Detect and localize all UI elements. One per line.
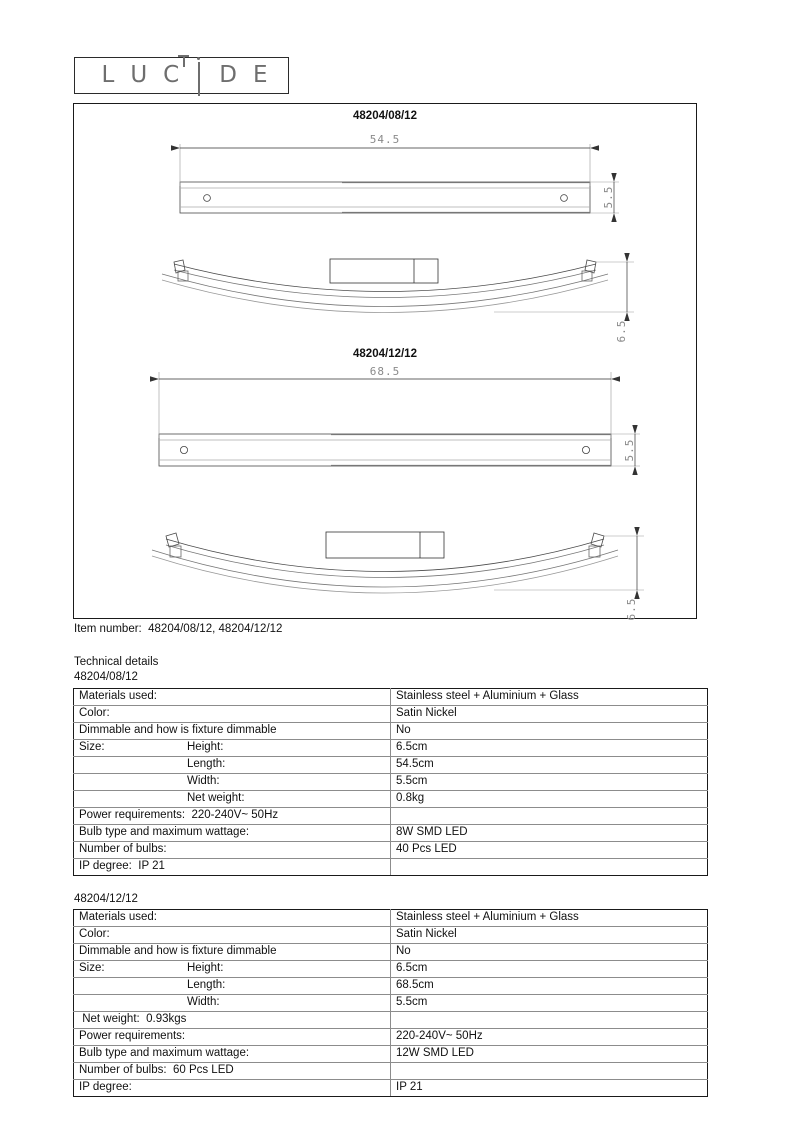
spec-key-text bbox=[79, 758, 390, 771]
spec-key-cell: Color: bbox=[74, 927, 391, 944]
side-view-12 bbox=[152, 532, 618, 593]
dim-length-12 bbox=[159, 372, 611, 438]
model-label-08: 48204/08/12 bbox=[74, 671, 138, 683]
table-row bbox=[74, 757, 708, 774]
spec-table-08 bbox=[73, 688, 708, 876]
spec-key-text: Size: Height: bbox=[79, 741, 224, 753]
spec-key-cell: Number of bulbs: bbox=[74, 842, 391, 859]
spec-key-cell: Materials used: bbox=[74, 689, 391, 706]
logo-letter-l: L bbox=[101, 62, 115, 88]
top-view-12 bbox=[159, 434, 611, 466]
spec-key-text bbox=[79, 996, 390, 1009]
lucide-logo bbox=[74, 57, 289, 94]
spec-value-cell: Satin Nickel bbox=[391, 927, 708, 944]
table-row bbox=[74, 910, 708, 927]
table-row bbox=[74, 774, 708, 791]
logo-letter-c: C bbox=[163, 62, 180, 88]
table-row bbox=[74, 1029, 708, 1046]
model-label-12: 48204/12/12 bbox=[74, 893, 138, 905]
technical-details-heading: Technical details bbox=[74, 656, 159, 668]
spec-key-text bbox=[79, 775, 390, 788]
spec-key-text: Size: Height: bbox=[79, 962, 224, 974]
dim-text-height-12: 6.5 bbox=[625, 597, 638, 620]
spec-value-cell: IP 21 bbox=[391, 1080, 708, 1097]
table-row bbox=[74, 1063, 708, 1080]
spec-key-cell bbox=[74, 757, 391, 774]
spec-value-cell: 54.5cm bbox=[391, 757, 708, 774]
spec-key-cell: Bulb type and maximum wattage: bbox=[74, 1046, 391, 1063]
spec-key-cell: Bulb type and maximum wattage: bbox=[74, 825, 391, 842]
logo-letter-e: E bbox=[252, 62, 268, 88]
spec-key-cell bbox=[74, 978, 391, 995]
item-number-caption: Item number: 48204/08/12, 48204/12/12 bbox=[74, 623, 283, 635]
dim-text-width-12: 5.5 bbox=[623, 438, 636, 462]
spec-value-cell: 0.8kg bbox=[391, 791, 708, 808]
spec-key-cell: Net weight: 0.93kgs bbox=[74, 1012, 391, 1029]
spec-key-cell: Dimmable and how is fixture dimmable bbox=[74, 723, 391, 740]
spec-value-cell bbox=[391, 1012, 708, 1029]
spec-value-cell bbox=[391, 1063, 708, 1080]
spec-value-cell: No bbox=[391, 944, 708, 961]
spec-value-cell: Stainless steel + Aluminium + Glass bbox=[391, 689, 708, 706]
table-row bbox=[74, 995, 708, 1012]
spec-key-cell: Color: bbox=[74, 706, 391, 723]
spec-value-cell: 220-240V~ 50Hz bbox=[391, 1029, 708, 1046]
table-row bbox=[74, 1080, 708, 1097]
spec-subkey-text: Width: bbox=[187, 775, 220, 787]
table-row bbox=[74, 927, 708, 944]
spec-subkey-text: Height: bbox=[187, 962, 224, 974]
spec-key-cell: IP degree: bbox=[74, 1080, 391, 1097]
spec-key-cell bbox=[74, 995, 391, 1012]
drawing-title-08: 48204/08/12 bbox=[353, 110, 417, 122]
table-row bbox=[74, 723, 708, 740]
logo-i-bar bbox=[198, 62, 200, 96]
table-row bbox=[74, 808, 708, 825]
spec-subkey-text: Length: bbox=[187, 979, 226, 991]
spec-table-12 bbox=[73, 909, 708, 1097]
side-view-08 bbox=[162, 259, 608, 313]
spec-key-cell bbox=[74, 791, 391, 808]
spec-value-cell: 6.5cm bbox=[391, 740, 708, 757]
spec-value-cell: 68.5cm bbox=[391, 978, 708, 995]
dim-height-12 bbox=[494, 536, 644, 590]
spec-subkey-text: Height: bbox=[187, 741, 224, 753]
spec-key-cell: Power requirements: bbox=[74, 1029, 391, 1046]
spec-key-cell: Materials used: bbox=[74, 910, 391, 927]
spec-subkey-text: Width: bbox=[187, 996, 220, 1008]
drawing-canvas bbox=[74, 104, 698, 620]
spec-subkey-text: Length: bbox=[187, 758, 226, 770]
logo-c-crossbar bbox=[178, 55, 189, 57]
spec-key-cell bbox=[74, 961, 391, 978]
table-row bbox=[74, 689, 708, 706]
top-view-08 bbox=[180, 182, 590, 213]
spec-value-cell: 6.5cm bbox=[391, 961, 708, 978]
spec-key-cell: Number of bulbs: 60 Pcs LED bbox=[74, 1063, 391, 1080]
spec-value-cell: 40 Pcs LED bbox=[391, 842, 708, 859]
table-row bbox=[74, 978, 708, 995]
dim-text-width-08: 5.5 bbox=[602, 185, 615, 209]
spec-subkey-text: Net weight: bbox=[187, 792, 245, 804]
logo-lettering bbox=[74, 57, 289, 94]
table-row bbox=[74, 859, 708, 876]
spec-key-cell: IP degree: IP 21 bbox=[74, 859, 391, 876]
table-row bbox=[74, 791, 708, 808]
drawing-title-12: 48204/12/12 bbox=[353, 348, 417, 360]
dim-text-height-08: 6.5 bbox=[615, 319, 628, 343]
table-row bbox=[74, 740, 708, 757]
spec-value-cell: No bbox=[391, 723, 708, 740]
spec-value-cell: 8W SMD LED bbox=[391, 825, 708, 842]
spec-key-cell bbox=[74, 740, 391, 757]
logo-i-dot bbox=[197, 57, 200, 60]
spec-value-cell: 12W SMD LED bbox=[391, 1046, 708, 1063]
spec-key-cell: Power requirements: 220-240V~ 50Hz bbox=[74, 808, 391, 825]
technical-drawing-frame bbox=[73, 103, 697, 619]
spec-value-cell: 5.5cm bbox=[391, 774, 708, 791]
table-row bbox=[74, 842, 708, 859]
spec-key-cell bbox=[74, 774, 391, 791]
spec-key-text bbox=[79, 792, 390, 805]
table-row bbox=[74, 706, 708, 723]
table-row bbox=[74, 1012, 708, 1029]
spec-key-cell: Dimmable and how is fixture dimmable bbox=[74, 944, 391, 961]
spec-value-cell: Satin Nickel bbox=[391, 706, 708, 723]
dim-text-length-12: 68.5 bbox=[369, 365, 401, 378]
table-row bbox=[74, 944, 708, 961]
dim-length-08 bbox=[180, 144, 590, 186]
logo-letter-u: U bbox=[130, 62, 148, 88]
table-row bbox=[74, 825, 708, 842]
dim-text-length-08: 54.5 bbox=[369, 133, 401, 146]
table-row bbox=[74, 1046, 708, 1063]
logo-c-mast bbox=[183, 55, 185, 67]
logo-letter-d: D bbox=[219, 62, 237, 88]
spec-value-cell: Stainless steel + Aluminium + Glass bbox=[391, 910, 708, 927]
table-row bbox=[74, 961, 708, 978]
spec-value-cell: 5.5cm bbox=[391, 995, 708, 1012]
spec-value-cell bbox=[391, 859, 708, 876]
spec-value-cell bbox=[391, 808, 708, 825]
spec-key-text bbox=[79, 979, 390, 992]
